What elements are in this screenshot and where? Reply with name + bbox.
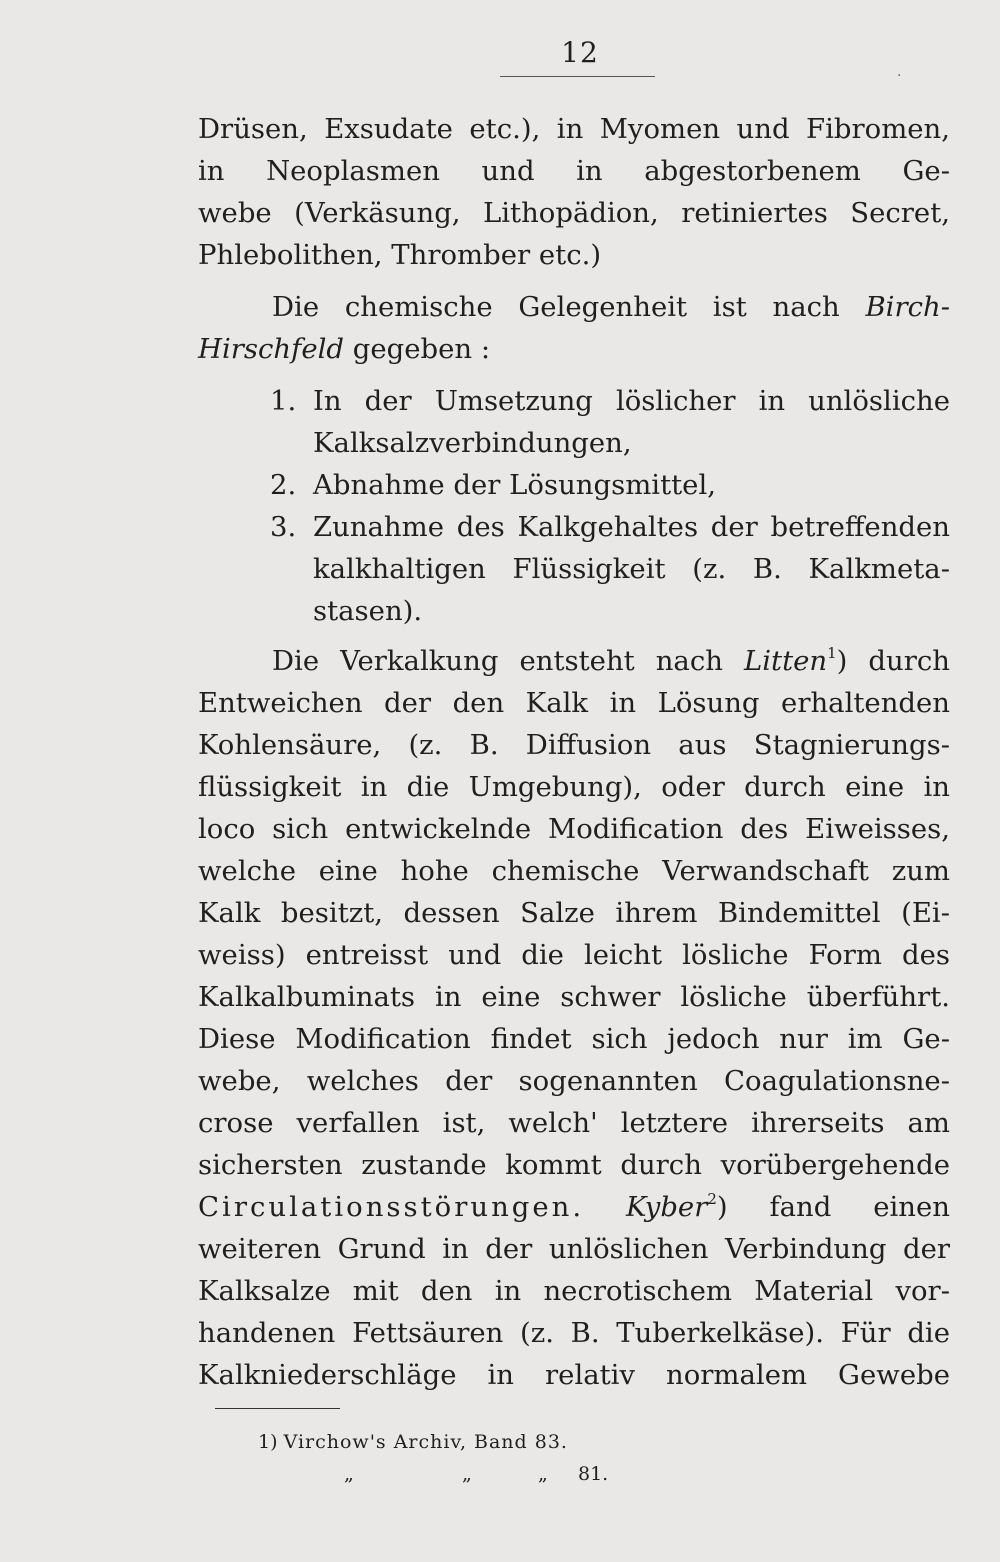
- header-rule: [500, 76, 655, 77]
- text-line: [198, 1186, 950, 1228]
- text-span: Die chemische Gelegenheit ist nach: [272, 291, 866, 323]
- text-line: Kalk besitzt, dessen Salze ihrem Bindemittel (Ei-: [198, 897, 950, 929]
- list-number: 3.: [270, 511, 297, 543]
- footnote-ref: 2: [707, 1189, 717, 1208]
- list-item-line: Abnahme der Lösungsmittel,: [313, 469, 716, 501]
- text-line: weiss) entreisst und die leicht lösliche Form des: [198, 939, 950, 971]
- text-line: Kalksalze mit den in necrotischem Material vor-: [198, 1275, 950, 1307]
- text-line: Kalkniederschläge in relativ normalem Gewebe: [198, 1359, 950, 1391]
- text-line: sichersten zustande kommt durch vorübergehende: [198, 1149, 950, 1181]
- text-line: [198, 328, 950, 370]
- text-line: Kohlensäure, (z. B. Diffusion aus Stagnierungs-: [198, 729, 950, 761]
- list-number: 2.: [270, 469, 297, 501]
- ditto-mark: „: [344, 1463, 354, 1485]
- text-line: in Neoplasmen und in abgestorbenem Ge-: [198, 155, 950, 187]
- text-span: ) durch: [836, 645, 950, 677]
- text-line: crose verfallen ist, welch' letztere ihrerseits am: [198, 1107, 950, 1139]
- author-name: Litten: [743, 645, 828, 677]
- text-line: webe (Verkäsung, Lithopädion, retiniertes Secret,: [198, 197, 950, 229]
- text-line: loco sich entwickelnde Modification des Eiweisses,: [198, 813, 950, 845]
- text-span: ) fand einen: [716, 1191, 950, 1223]
- text-line: weiteren Grund in der unlöslichen Verbindung der: [198, 1233, 950, 1265]
- text-line: handenen Fettsäuren (z. B. Tuberkelkäse). Für die: [198, 1317, 950, 1349]
- list-item-line: Kalksalzverbindungen,: [313, 427, 632, 459]
- ditto-mark: „: [538, 1463, 548, 1485]
- text-line: webe, welches der sogenannten Coagulationsne-: [198, 1065, 950, 1097]
- author-name: Kyber: [626, 1191, 708, 1223]
- ditto-mark: „: [462, 1463, 472, 1485]
- text-line: Drüsen, Exsudate etc.), in Myomen und Fibromen,: [198, 113, 950, 145]
- paper-speck: ·: [897, 68, 902, 84]
- footnote-rule: [215, 1408, 340, 1409]
- text-line: [272, 640, 950, 682]
- footnote-ref: 1: [827, 643, 837, 662]
- text-line: Phlebolithen, Thromber etc.): [198, 239, 602, 271]
- author-name: Birch-: [865, 291, 950, 323]
- text-span: gegeben :: [344, 333, 491, 365]
- text-line: welche eine hohe chemische Verwandschaft zum: [198, 855, 950, 887]
- text-line: flüssigkeit in die Umgebung), oder durch eine in: [198, 771, 950, 803]
- footnote-text: Virchow's Archiv, Band 83.: [283, 1431, 568, 1453]
- spaced-emphasis: Circulationsstörungen.: [198, 1191, 585, 1223]
- text-line: Entweichen der den Kalk in Lösung erhaltenden: [198, 687, 950, 719]
- text-span: Die Verkalkung entsteht nach: [272, 645, 744, 677]
- list-item-line: Zunahme des Kalkgehaltes der betreffenden: [313, 511, 950, 543]
- footnote-mark: 1): [258, 1431, 278, 1453]
- footnote-text: 81.: [578, 1463, 609, 1485]
- author-name: Hirschfeld: [198, 333, 344, 365]
- list-number: 1.: [270, 385, 297, 417]
- text-line: [272, 286, 950, 328]
- page-number: 12: [561, 36, 599, 69]
- list-item-line: kalkhaltigen Flüssigkeit (z. B. Kalkmeta-: [313, 553, 950, 585]
- list-item-line: In der Umsetzung löslicher in unlösliche: [313, 385, 950, 417]
- footnote-1: [258, 1428, 708, 1456]
- text-line: Kalkalbuminats in eine schwer lösliche überführt.: [198, 981, 950, 1013]
- list-item-line: stasen).: [313, 595, 423, 627]
- text-line: Diese Modification findet sich jedoch nur im Ge-: [198, 1023, 950, 1055]
